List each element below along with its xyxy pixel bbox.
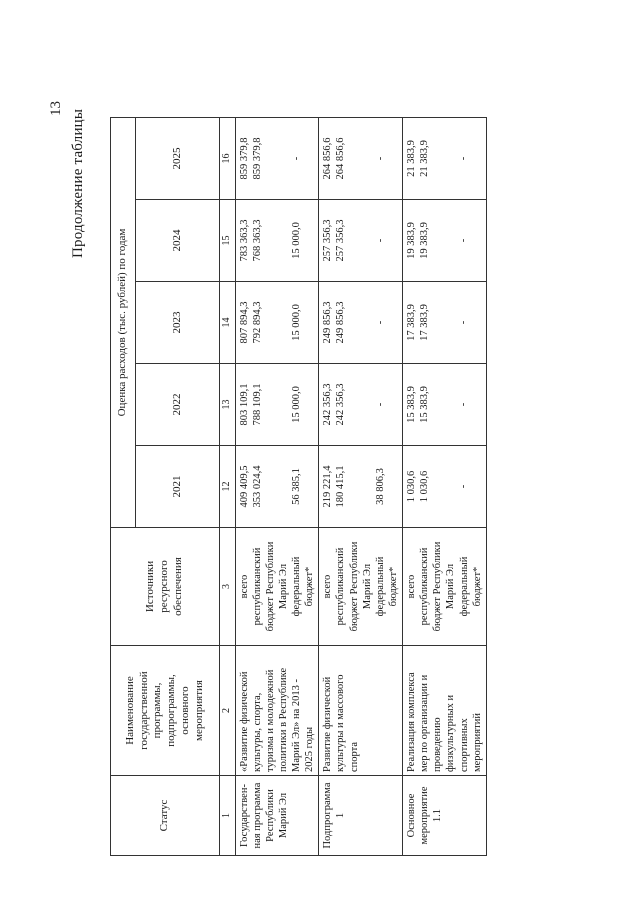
source-label-line: бюджет* — [471, 566, 483, 607]
continuation-caption: Продолжение таблицы — [70, 108, 86, 258]
sources-cell — [319, 528, 403, 646]
value-spacer — [361, 203, 374, 278]
name-line: проведению — [432, 717, 444, 772]
value: 15 383,9 — [406, 386, 417, 423]
source-label-line: бюджет* — [304, 566, 316, 607]
sources-cell — [403, 528, 487, 646]
name-line: мероприятий — [471, 713, 483, 772]
value: 1 030,6 — [419, 470, 431, 503]
value: 21 383,9 — [419, 140, 431, 177]
program-row — [235, 118, 319, 856]
column-number: 14 — [220, 282, 236, 364]
name-line: Реализация комплекса — [406, 672, 417, 772]
value-spacer — [387, 121, 400, 196]
header-name-line: основного — [178, 686, 191, 735]
value: 1 030,6 — [406, 470, 417, 503]
table-body — [111, 118, 487, 856]
source-label-line: бюджет Республики — [432, 541, 444, 632]
value-spacer — [470, 203, 483, 278]
value: 353 024,4 — [251, 465, 263, 508]
value-spacer — [444, 285, 457, 360]
value: 792 894,3 — [251, 301, 263, 344]
value-cell — [403, 118, 487, 200]
value: 859 379,8 — [251, 137, 263, 180]
name-line: физкультурных и — [445, 694, 457, 772]
header-name — [111, 646, 220, 776]
value-spacer — [444, 203, 457, 278]
value-cell — [235, 282, 319, 364]
value-cell — [403, 200, 487, 282]
source-label-line: Марий Эл — [445, 563, 457, 610]
value: 859 379,8 — [238, 137, 250, 180]
name-line: спортивных — [458, 718, 470, 772]
name-line: политики в Республике — [277, 667, 289, 772]
value: - — [374, 156, 386, 161]
header-sources — [111, 528, 220, 646]
column-number: 15 — [220, 200, 236, 282]
value-spacer — [387, 285, 400, 360]
value: 21 383,9 — [406, 140, 417, 177]
value-cell — [235, 446, 319, 528]
value: 180 415,1 — [335, 465, 347, 508]
value-spacer — [431, 285, 444, 360]
value-spacer — [431, 367, 444, 442]
source-label-line: бюджет Республики — [264, 541, 276, 632]
value: - — [458, 320, 470, 325]
value-cell — [235, 118, 319, 200]
column-number: 2 — [220, 646, 236, 776]
value-spacer — [264, 203, 277, 278]
source-label-line: Марий Эл — [361, 563, 373, 610]
value: 19 383,9 — [419, 222, 431, 259]
value-spacer — [470, 285, 483, 360]
source-label-line: всего — [238, 574, 250, 599]
rotated-sheet — [40, 101, 600, 868]
value: 56 385,1 — [290, 468, 302, 505]
column-number: 1 — [220, 776, 236, 856]
column-number-row — [220, 118, 236, 856]
value: - — [374, 320, 386, 325]
value: 257 356,3 — [335, 219, 347, 262]
value-spacer — [431, 121, 444, 196]
name-line: «Развитие физической — [238, 671, 250, 772]
program-row — [319, 118, 403, 856]
value-cell — [235, 364, 319, 446]
value: 15 000,0 — [290, 222, 302, 259]
value-spacer — [303, 449, 316, 524]
value-spacer — [470, 449, 483, 524]
value-spacer — [361, 367, 374, 442]
header-year: 2025 — [136, 118, 220, 200]
value-cell — [319, 118, 403, 200]
value-spacer — [387, 203, 400, 278]
source-label-line: федеральный — [291, 556, 302, 617]
name-cell — [235, 646, 319, 776]
header-expenditure-group: Оценка расходов (тыс. рублей) по годам — [111, 118, 136, 528]
header-year: 2023 — [136, 282, 220, 364]
source-label-line: республиканский — [335, 547, 347, 626]
program-row — [403, 118, 487, 856]
header-row — [111, 118, 136, 856]
value: 17 383,9 — [406, 304, 417, 341]
value: 788 109,1 — [251, 383, 263, 426]
header-year: 2021 — [136, 446, 220, 528]
value: 19 383,9 — [406, 222, 417, 259]
value: 783 363,3 — [238, 219, 250, 262]
value-spacer — [444, 367, 457, 442]
value: 242 356,3 — [335, 383, 347, 426]
source-label-line: бюджет* — [387, 566, 399, 607]
value-spacer — [444, 449, 457, 524]
value-cell — [319, 364, 403, 446]
source-label-line: республиканский — [419, 547, 431, 626]
value-cell — [319, 282, 403, 364]
value-spacer — [264, 285, 277, 360]
header-name-line: подпрограммы, — [165, 674, 177, 747]
status-line: 1 — [335, 812, 347, 819]
value-spacer — [348, 285, 361, 360]
value-cell — [235, 200, 319, 282]
name-cell — [403, 646, 487, 776]
value: - — [290, 156, 302, 161]
value-spacer — [361, 449, 374, 524]
header-sources-line: Источники — [144, 560, 157, 613]
value-spacer — [303, 121, 316, 196]
value: 264 856,6 — [335, 137, 347, 180]
header-name-line: программы, — [151, 682, 164, 739]
column-number: 13 — [220, 364, 236, 446]
header-name-line: мероприятия — [192, 680, 205, 741]
name-line: культуры и массового — [335, 674, 347, 772]
value-spacer — [303, 367, 316, 442]
value-spacer — [264, 121, 277, 196]
source-label-line: бюджет Республики — [348, 541, 360, 632]
source-label-line: федеральный — [374, 556, 386, 617]
page-number: 13 — [48, 101, 64, 116]
value: 38 806,3 — [374, 468, 386, 505]
name-line: мер по организации и — [419, 674, 431, 772]
header-sources-line: обеспечения — [171, 557, 184, 616]
value: - — [458, 484, 470, 489]
sources-cell — [235, 528, 319, 646]
value: 257 356,3 — [322, 219, 334, 262]
header-sources-line: ресурсного — [158, 560, 171, 613]
value: - — [374, 402, 386, 407]
value-spacer — [264, 449, 277, 524]
value: 264 856,6 — [322, 137, 334, 180]
status-cell — [235, 776, 319, 856]
value-spacer — [277, 285, 290, 360]
value: 249 856,3 — [335, 301, 347, 344]
header-name-line: государственной — [137, 671, 150, 750]
value-spacer — [303, 285, 316, 360]
value: 803 109,1 — [238, 383, 250, 426]
name-line: спорта — [348, 741, 360, 772]
status-line: мероприятие — [419, 786, 431, 845]
value-cell — [403, 282, 487, 364]
value-spacer — [348, 121, 361, 196]
value: 249 856,3 — [322, 301, 334, 344]
expenditure-table — [110, 117, 487, 856]
value: 768 363,3 — [251, 219, 263, 262]
value-cell — [403, 364, 487, 446]
value: 219 221,4 — [322, 465, 334, 508]
name-line: Марий Эл» на 2013 - — [291, 678, 302, 772]
name-line: 2025 годы — [304, 726, 316, 772]
source-label-line: республиканский — [251, 547, 263, 626]
value-spacer — [303, 203, 316, 278]
status-line: Государствен- — [238, 784, 250, 847]
value-spacer — [431, 449, 444, 524]
value-spacer — [470, 121, 483, 196]
status-cell — [319, 776, 403, 856]
value-spacer — [348, 449, 361, 524]
value: - — [458, 402, 470, 407]
value-spacer — [470, 367, 483, 442]
value: 15 000,0 — [290, 386, 302, 423]
column-number: 3 — [220, 528, 236, 646]
status-line: 1.1 — [432, 808, 444, 823]
value-spacer — [361, 285, 374, 360]
status-line: Основное — [406, 793, 417, 838]
value-spacer — [277, 367, 290, 442]
source-label-line: всего — [406, 574, 417, 599]
value: - — [458, 238, 470, 243]
value-spacer — [431, 203, 444, 278]
value-cell — [319, 446, 403, 528]
header-year: 2024 — [136, 200, 220, 282]
value: 807 894,3 — [238, 301, 250, 344]
name-line: культуры, спорта, — [251, 692, 263, 772]
value: - — [374, 238, 386, 243]
header-year: 2022 — [136, 364, 220, 446]
value-spacer — [444, 121, 457, 196]
value-spacer — [387, 367, 400, 442]
value-spacer — [387, 449, 400, 524]
value: 15 000,0 — [290, 304, 302, 341]
column-number: 12 — [220, 446, 236, 528]
source-label-line: федеральный — [458, 556, 470, 617]
name-line: Развитие физической — [322, 676, 334, 772]
value-spacer — [264, 367, 277, 442]
name-cell — [319, 646, 403, 776]
status-line: Марий Эл — [277, 792, 289, 839]
value: - — [458, 156, 470, 161]
value-cell — [403, 446, 487, 528]
header-name-line: Наименование — [123, 676, 136, 745]
value: 15 383,9 — [419, 386, 431, 423]
value-spacer — [277, 121, 290, 196]
source-label-line: всего — [322, 574, 334, 599]
status-line: Подпрограмма — [322, 782, 334, 849]
value-spacer — [277, 449, 290, 524]
value-spacer — [348, 367, 361, 442]
value-spacer — [277, 203, 290, 278]
value-spacer — [348, 203, 361, 278]
value: 17 383,9 — [419, 304, 431, 341]
name-line: туризма и молодежной — [264, 669, 276, 772]
source-label-line: Марий Эл — [277, 563, 289, 610]
value-cell — [319, 200, 403, 282]
header-status: Статус — [111, 776, 220, 856]
status-cell — [403, 776, 487, 856]
value: 409 409,5 — [238, 465, 250, 508]
column-number: 16 — [220, 118, 236, 200]
status-line: Республики — [264, 789, 276, 842]
value: 242 356,3 — [322, 383, 334, 426]
status-line: ная программа — [251, 782, 263, 849]
value-spacer — [361, 121, 374, 196]
